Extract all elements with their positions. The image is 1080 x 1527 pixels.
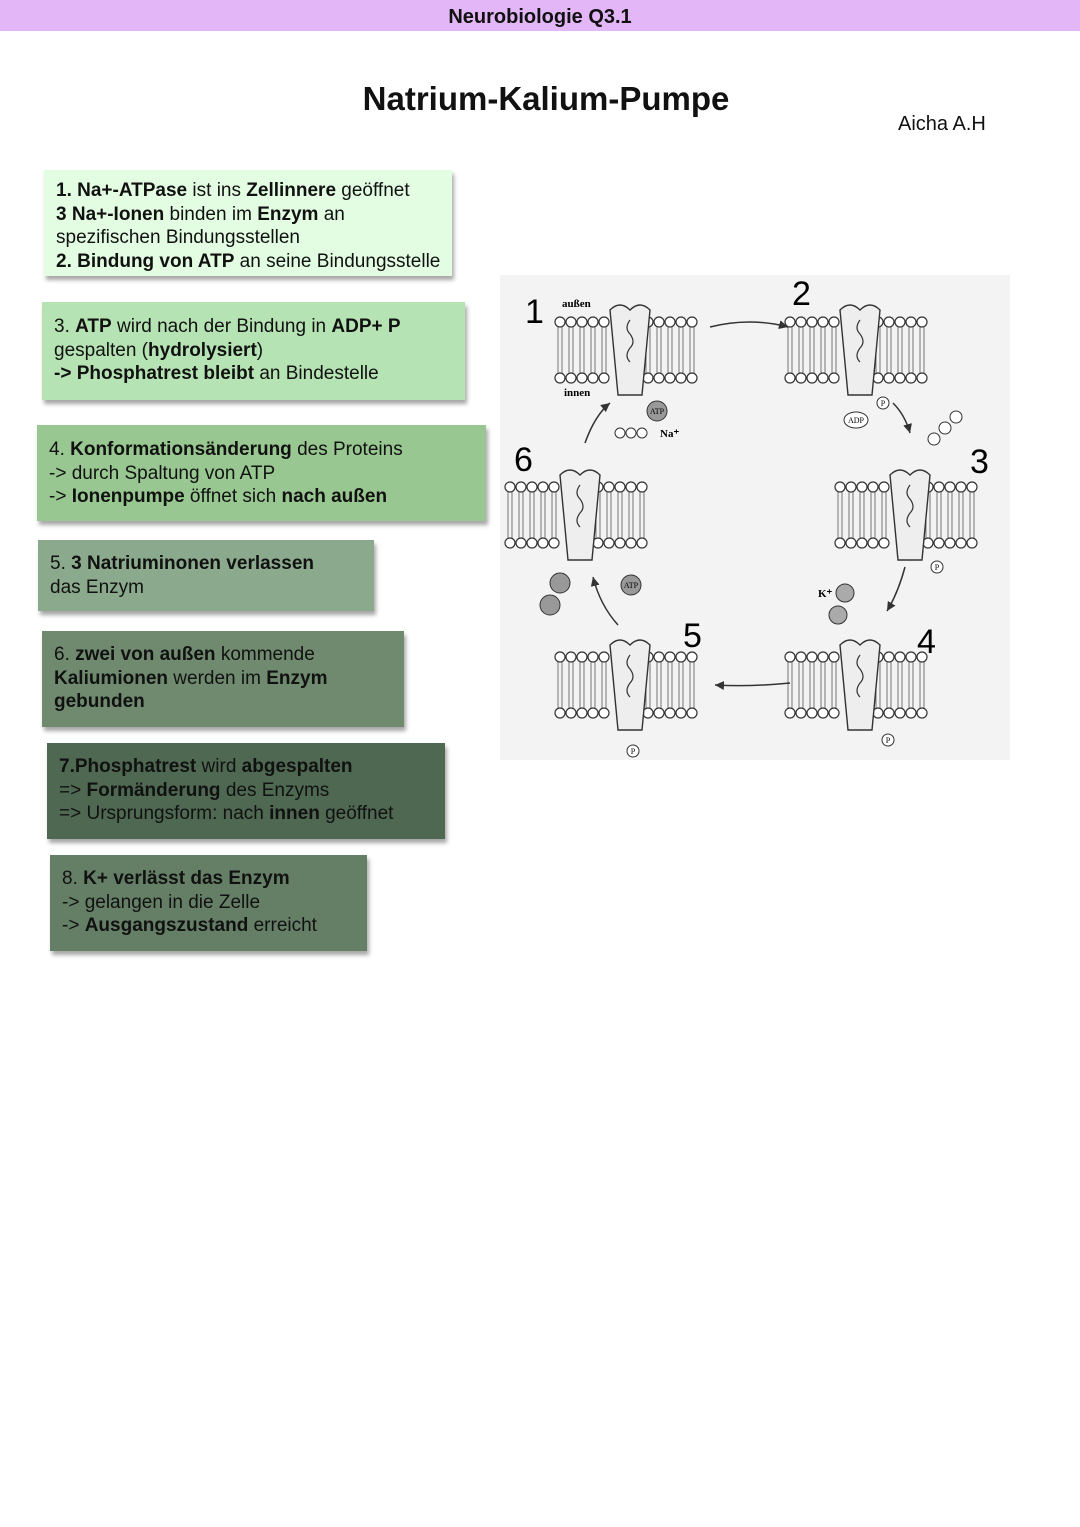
note-text: wird nach der Bindung in — [111, 316, 332, 337]
sodium-potassium-pump-diagram — [500, 275, 1010, 760]
svg-text:K⁺: K⁺ — [818, 588, 833, 600]
note-line — [50, 552, 362, 576]
note-text: -> durch Spaltung von ATP — [49, 462, 276, 484]
note-text: an seine Bindungsstelle — [234, 250, 441, 272]
svg-text:P: P — [630, 747, 636, 756]
header-bar — [0, 0, 1080, 31]
svg-text:Na⁺: Na⁺ — [660, 428, 680, 440]
note-text: innen — [269, 803, 320, 824]
note-text: 7.Phosphatrest — [59, 756, 197, 777]
note-line — [56, 203, 440, 227]
adp-badge-2 — [844, 412, 868, 428]
author-name: Aicha A.H — [898, 113, 986, 135]
note-line — [49, 438, 474, 462]
note-text: Ausgangszustand — [84, 915, 249, 936]
note-text: abgespalten — [241, 756, 353, 777]
note-text: an — [318, 203, 345, 225]
note-text: 4. — [49, 439, 71, 460]
phosphate-badge-5 — [627, 745, 639, 757]
note-text: ATP — [75, 316, 112, 337]
note-step-7 — [47, 743, 445, 839]
note-text: Enzym — [257, 203, 319, 225]
note-text: => Ursprungsform: nach — [59, 803, 270, 824]
note-text: öffnet sich — [184, 486, 282, 507]
note-text: geöffnet — [319, 803, 394, 824]
svg-text:ADP: ADP — [847, 416, 865, 425]
phosphate-badge-2 — [877, 397, 889, 409]
note-text: 6. — [54, 644, 76, 665]
note-line — [49, 485, 474, 509]
note-line — [59, 779, 433, 803]
note-text: 3 Na+-Ionen — [56, 203, 165, 225]
note-line — [59, 802, 433, 826]
note-line — [62, 891, 355, 915]
note-text: hydrolysiert — [148, 339, 257, 361]
note-text: => — [59, 779, 87, 801]
note-text: gebunden — [54, 691, 145, 712]
note-line — [54, 339, 453, 363]
note-text: -> — [49, 486, 72, 507]
note-text: an Bindestelle — [254, 363, 379, 384]
phosphate-badge-4 — [882, 734, 894, 746]
note-text: erreicht — [248, 915, 317, 936]
note-line — [50, 576, 362, 600]
svg-text:ATP: ATP — [649, 407, 665, 416]
svg-text:P: P — [885, 736, 891, 745]
note-text: Zellinnere — [246, 180, 337, 201]
step-number-3: 3 — [970, 443, 989, 481]
note-line — [54, 690, 392, 714]
note-text: spezifischen Bindungsstellen — [56, 227, 300, 248]
note-text: binden im — [164, 203, 258, 225]
note-line — [59, 755, 433, 779]
note-text: 8. — [62, 868, 84, 889]
note-text: werden im — [168, 667, 267, 689]
svg-text:P: P — [880, 399, 886, 408]
note-text: 3. — [54, 316, 76, 337]
note-line — [62, 867, 355, 891]
note-line — [54, 362, 453, 386]
note-line — [54, 643, 392, 667]
atp-badge-6 — [621, 575, 641, 595]
note-text: ist ins — [187, 180, 247, 201]
atp-badge-1 — [647, 401, 667, 421]
note-text: ) — [256, 339, 264, 361]
note-text: 5. — [50, 553, 72, 574]
note-line — [54, 315, 453, 339]
note-text: Enzym — [266, 667, 328, 689]
note-step-8 — [50, 855, 367, 951]
note-line — [56, 179, 440, 203]
note-text: des Enzyms — [220, 779, 330, 801]
note-text: Ionenpumpe — [71, 486, 185, 507]
step-number-4: 4 — [917, 623, 936, 661]
note-text: 2. Bindung von ATP — [56, 250, 235, 272]
subject-title: Neurobiologie Q3.1 — [448, 6, 632, 28]
step-number-6: 6 — [514, 441, 533, 479]
note-step-6 — [42, 631, 404, 727]
note-text: -> — [62, 915, 85, 936]
note-text: ADP+ P — [331, 316, 401, 337]
note-text: Kaliumionen — [54, 667, 169, 689]
label-outside: außen — [562, 298, 591, 310]
note-text: wird — [196, 756, 242, 777]
note-text: 1. Na+-ATPase — [56, 180, 188, 201]
phosphate-badge-3 — [931, 561, 943, 573]
note-text: 3 Natriuminonen verlassen — [71, 553, 314, 574]
note-step-4 — [37, 425, 486, 521]
note-line — [54, 667, 392, 691]
note-text: K+ verlässt das Enzym — [83, 868, 290, 889]
note-text: das Enzym — [50, 576, 144, 598]
note-line — [49, 462, 474, 486]
note-text: -> Phosphatrest bleibt — [54, 363, 255, 384]
note-line — [56, 226, 440, 250]
note-text: geöffnet — [336, 180, 410, 201]
step-number-5: 5 — [683, 617, 702, 655]
note-text: Konformationsänderung — [70, 439, 292, 460]
note-text: -> gelangen in die Zelle — [62, 891, 261, 913]
note-step-1-2 — [44, 170, 452, 276]
step-number-1: 1 — [525, 293, 544, 331]
note-step-5 — [38, 540, 374, 611]
page-title: Natrium-Kalium-Pumpe — [362, 80, 730, 117]
note-step-3 — [42, 302, 465, 400]
svg-text:ATP: ATP — [623, 581, 639, 590]
note-text: zwei von außen — [75, 644, 216, 665]
note-text: Formänderung — [86, 779, 221, 801]
step-number-2: 2 — [792, 275, 811, 313]
note-text: gespalten ( — [54, 339, 149, 361]
note-line — [62, 914, 355, 938]
label-inside: innen — [564, 387, 591, 399]
note-text: kommende — [215, 644, 315, 665]
note-line — [56, 250, 440, 274]
svg-text:P: P — [934, 563, 940, 572]
note-text: des Proteins — [291, 439, 403, 460]
note-text: nach außen — [281, 486, 388, 507]
